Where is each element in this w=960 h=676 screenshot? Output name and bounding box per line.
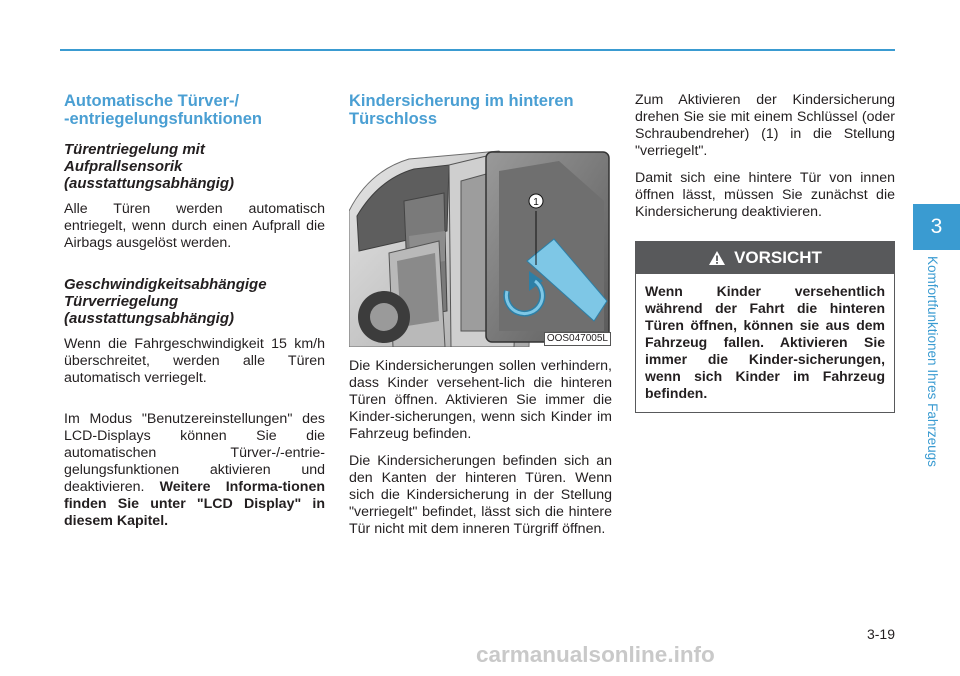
warning-title: VORSICHT xyxy=(734,248,822,267)
user-settings-reference: Weitere Informa-tionen finden Sie unter "LCD Display" in diesem Kapitel. xyxy=(64,479,325,529)
user-settings-text: Im Modus "Benutzereinstellungen" des LCD-Displays können Sie die automatischen Türver-/-entrie-gelungsfunktionen aktivieren und deaktivieren. xyxy=(64,411,325,495)
subsection-title-impact-unlock: Türentriegelung mit Aufprallsensorik (ausstattungsabhängig) xyxy=(64,141,235,192)
section-title-child-lock: Kindersicherung im hinteren Türschloss xyxy=(349,92,574,128)
column-1 xyxy=(64,92,325,540)
warning-box xyxy=(635,241,895,413)
page-number: 3-19 xyxy=(866,626,895,642)
paragraph-child-lock-location: Die Kindersicherungen befinden sich an den Kanten der hinteren Türen. Wenn sich die Kindersicherung in der Stellung "verriegelt" befindet, lässt sich die hintere Tür nicht mit dem inneren Türgriff öffnen. xyxy=(349,453,612,537)
paragraph-deactivate: Damit sich eine hintere Tür von innen öffnen lässt, müssen Sie zunächst die Kindersicherung deaktivieren. xyxy=(635,170,895,220)
chapter-side-title: Komfortfunktionen Ihres Fahrzeugs xyxy=(925,256,940,467)
chapter-tab: 3 xyxy=(913,204,960,250)
child-lock-illustration xyxy=(349,141,612,347)
paragraph-impact-unlock: Alle Türen werden automatisch entriegelt, wenn durch einen Aufprall die Airbags ausgelöst werden. xyxy=(64,201,325,251)
callout-number: 1 xyxy=(533,197,539,208)
column-3 xyxy=(635,92,895,413)
header-rule xyxy=(60,49,895,51)
child-lock-drawing xyxy=(349,141,612,347)
paragraph-speed-lock: Wenn die Fahrgeschwindigkeit 15 km/h überschreitet, werden alle Türen automatisch verriegelt. xyxy=(64,336,325,386)
section-title-auto-lock: Automatische Türver-/ -entriegelungsfunktionen xyxy=(64,92,262,128)
paragraph-child-lock-purpose: Die Kindersicherungen sollen verhindern, dass Kinder versehent-lich die hinteren Türen öffnen. Aktivieren Sie immer die Kinder-sicherungen, wenn sich Kinder im Fahrzeug befinden. xyxy=(349,358,612,442)
watermark: carmanualsonline.info xyxy=(476,642,715,667)
column-2 xyxy=(349,92,612,548)
warning-triangle-icon xyxy=(708,250,726,266)
subsection-title-speed-lock: Geschwindigkeitsabhängige Türverriegelung (ausstattungsabhängig) xyxy=(64,276,267,327)
figure-code: OOS047005L xyxy=(544,332,611,346)
paragraph-activate: Zum Aktivieren der Kindersicherung drehen Sie sie mit einem Schlüssel (oder Schraubendreher) (1) in die Stellung "verriegelt". xyxy=(635,92,895,159)
paragraph-user-settings xyxy=(64,411,325,530)
warning-text: Wenn Kinder versehentlich während der Fahrt die hinteren Türen öffnen, können sie aus dem Fahrzeug fallen. Aktivieren Sie immer die Kinder-sicherungen, wenn sich Kinder im Fahrzeug befinden. xyxy=(645,283,885,401)
warning-header xyxy=(636,242,894,274)
